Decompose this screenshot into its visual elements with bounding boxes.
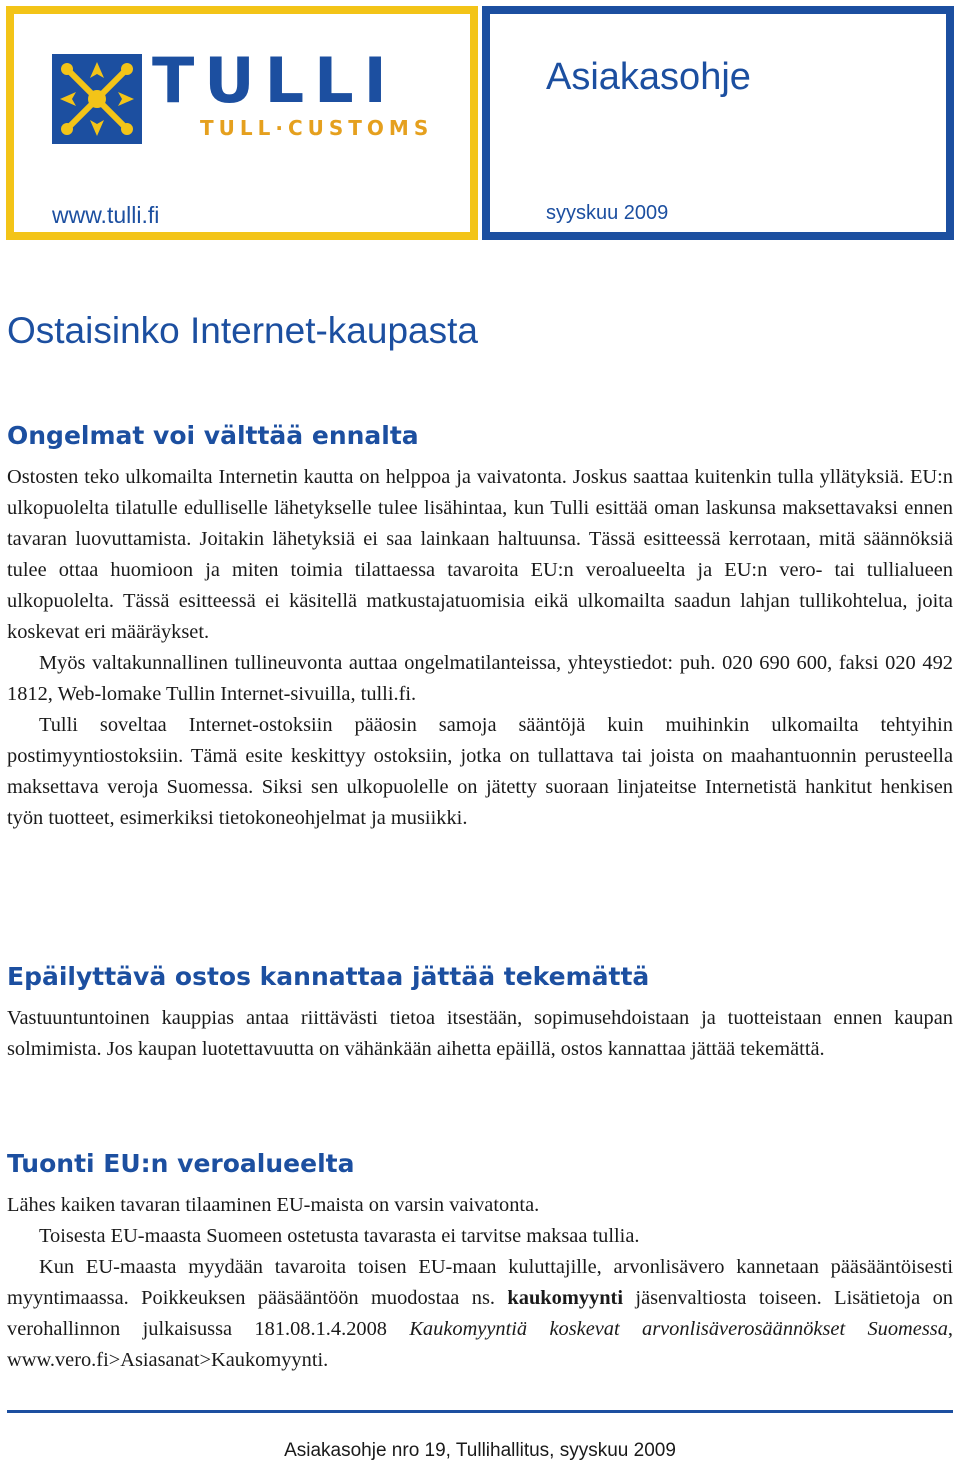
section-heading: Epäilyttävä ostos kannattaa jättää tekemättä: [7, 962, 650, 991]
page-title: Ostaisinko Internet-kaupasta: [7, 310, 478, 351]
paragraph: Lähes kaiken tavaran tilaaminen EU-maista on varsin vaivatonta.: [7, 1193, 540, 1216]
paragraph: Tulli soveltaa Internet-ostoksiin pääosin samoja sääntöjä kuin muihinkin ulkomailta tehtyihin postimyyntiostoksiin. Tämä esite keskittyy ostoksiin, jotka on tullattava tai joista on maahantuonnin perusteella maksettava veroja Suomessa. Siksi sen ulkopuolelle on jätetty suoraan linjateitse Internetistä hankitut henkisen työn tuotteet, esimerkiksi tietokoneohjelmat ja musiikki.: [7, 713, 953, 829]
customs-emblem-icon: [52, 54, 142, 144]
section-eu-import: [7, 1150, 953, 1376]
site-url-link[interactable]: www.tulli.fi: [52, 202, 160, 228]
brand-name: TULLI: [152, 44, 397, 117]
text-run: jäsenvaltiosta toiseen. Lisätietoja on verohallinnon julkaisussa 181.08.1.4.2008: [7, 1286, 953, 1340]
footer-text: Asiakasohje nro 19, Tullihallitus, syyskuu 2009: [284, 1440, 676, 1461]
brand-subtitle: TULL·CUSTOMS: [200, 116, 434, 140]
logo-panel: [6, 6, 478, 240]
publication-title: Kaukomyyntiä koskevat arvonlisäverosäännökset Suomessa: [409, 1317, 948, 1340]
bold-term: kaukomyynti: [507, 1286, 624, 1309]
section-problems: [7, 422, 953, 834]
paragraph: [7, 1252, 953, 1376]
section-suspicious-purchase: [7, 963, 953, 1065]
document-type: Asiakasohje: [546, 56, 751, 98]
footer-divider: [7, 1410, 953, 1413]
text-run: , www.vero.fi>Asiasanat>Kaukomyynti.: [7, 1317, 953, 1371]
paragraph: Vastuuntuntoinen kauppias antaa riittävästi tietoa itsestään, sopimusehdoistaan ja tuotteistaan ennen kaupan solmimista. Jos kaupan luotettavuutta on vähänkään aihetta epäillä, ostos kannattaa jättää tekemättä.: [7, 1006, 953, 1060]
document-date: syyskuu 2009: [546, 202, 669, 224]
title-panel: [482, 6, 954, 240]
section-heading: Tuonti EU:n veroalueelta: [7, 1149, 355, 1178]
paragraph: Ostosten teko ulkomailta Internetin kautta on helppoa ja vaivatonta. Joskus saattaa kuitenkin tulla yllätyksiä. EU:n ulkopuolelta tilatulle edulliselle lähetykselle tulee lisähintaa, kun Tulli esittää oman laskunsa maksettavaksi ennen tavaran luovuttamista. Joitakin lähetyksiä ei saa lainkaan haltuunsa. Tässä esitteessä kerrotaan, mitä säännöksiä tulee ottaa huomioon ja miten toimia tilattaessa tavaroita EU:n veroalueelta ja EU:n vero- tai tullialueen ulkopuolelta. Tässä esitteessä ei käsitellä matkustajatuomisia eikä ulkomailta saadun lahjan tullikohtelua, joita koskevat eri määräykset.: [7, 465, 953, 643]
text-run: Kun EU-maasta myydään tavaroita toisen EU-maan kuluttajille, arvonlisävero kannetaan pääsääntöisesti myyntimaassa. Poikkeuksen pääsääntöön muodostaa ns.: [7, 1255, 953, 1309]
paragraph: Myös valtakunnallinen tullineuvonta auttaa ongelmatilanteissa, yhteystiedot: puh. 020 690 600, faksi 020 492 1812, Web-lomake Tullin Internet-sivuilla, tulli.fi.: [7, 651, 953, 705]
paragraph: Toisesta EU-maasta Suomeen ostetusta tavarasta ei tarvitse maksaa tullia.: [39, 1224, 640, 1247]
section-heading: Ongelmat voi välttää ennalta: [7, 421, 419, 450]
